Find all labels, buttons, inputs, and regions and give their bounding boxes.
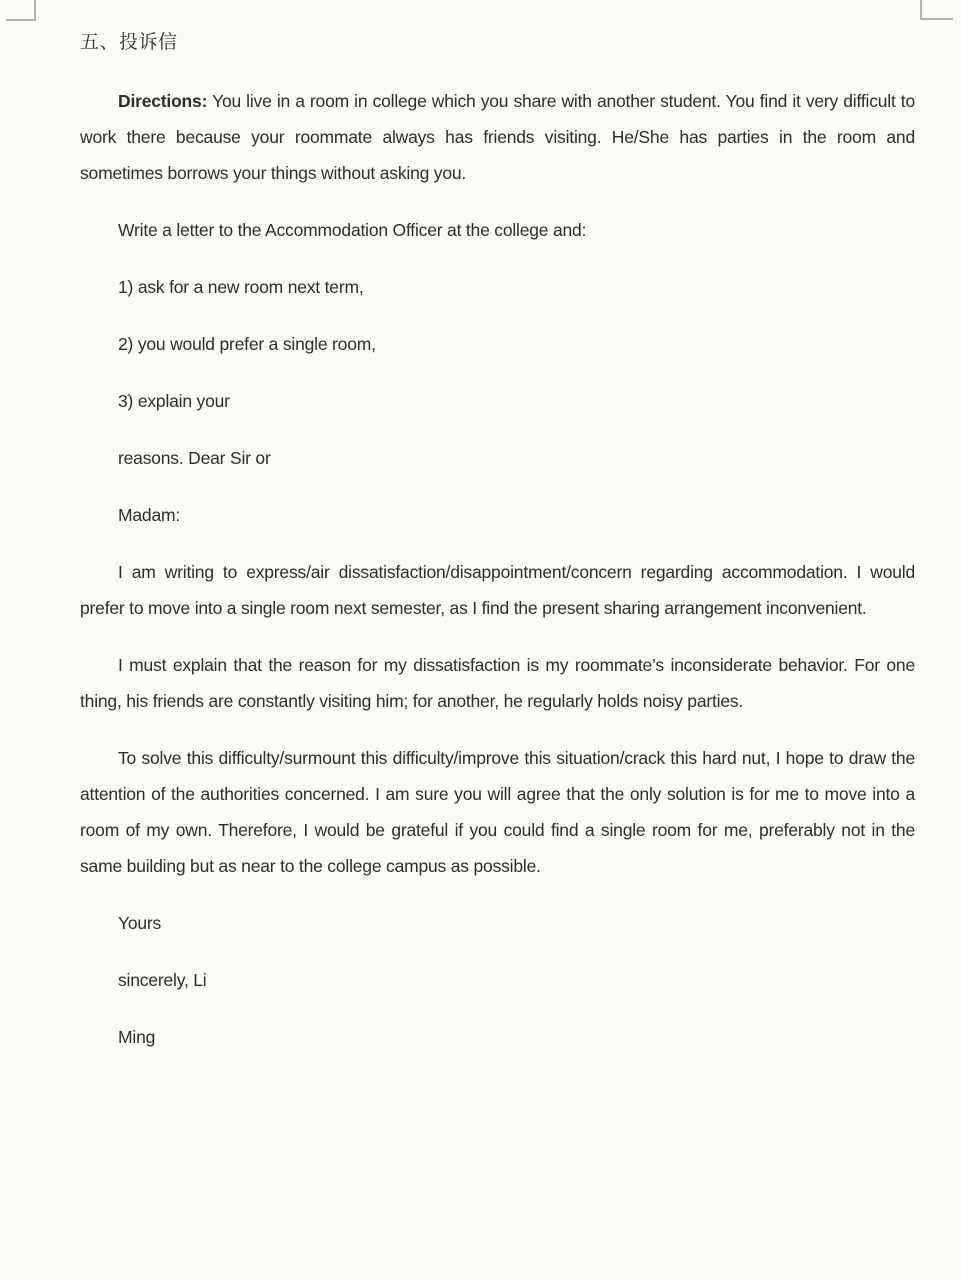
task-intro: Write a letter to the Accommodation Officer at the college and: xyxy=(118,220,587,240)
section-title: 五、投诉信 xyxy=(80,32,178,53)
letter-paragraph-3: To solve this difficulty/surmount this difficulty/improve this situation/crack this hard nut, I hope to draw the attention of the authorities concerned. I am sure you will agree that the only solution is for me to move into a room of my own. Therefore, I would be grateful if you could find a single room for me, preferably not in the same building but as near to the college campus as possible. xyxy=(80,748,915,876)
letter-paragraph-2: I must explain that the reason for my dissatisfaction is my roommate’s inconsiderate behavior. For one thing, his friends are constantly visiting him; for another, he regularly holds noisy parties. xyxy=(80,655,915,711)
salutation-line: Madam: xyxy=(118,505,181,525)
closing-line-3: Ming xyxy=(118,1027,156,1047)
closing-line-1: Yours xyxy=(118,913,162,933)
page-corner-mark-top-left xyxy=(6,0,36,21)
directions-label: Directions: xyxy=(118,91,208,111)
directions-text: You live in a room in college which you share with another student. You find it very difficult to work there because your roommate always has friends visiting. He/She has parties in the room and sometimes borrows your things without asking you. xyxy=(80,91,915,183)
closing-line-2: sincerely, Li xyxy=(118,970,207,990)
continuation-line: reasons. Dear Sir or xyxy=(118,448,271,468)
page-corner-mark-top-right xyxy=(920,0,953,20)
document-content xyxy=(80,31,915,1076)
directions-paragraph xyxy=(80,83,915,191)
task-point-2: 2) you would prefer a single room, xyxy=(118,334,376,354)
task-point-3: 3) explain your xyxy=(118,391,230,411)
task-point-1: 1) ask for a new room next term, xyxy=(118,277,364,297)
letter-paragraph-1: I am writing to express/air dissatisfaction/disappointment/concern regarding accommodation. I would prefer to move into a single room next semester, as I find the present sharing arrangement inconvenient. xyxy=(80,562,915,618)
